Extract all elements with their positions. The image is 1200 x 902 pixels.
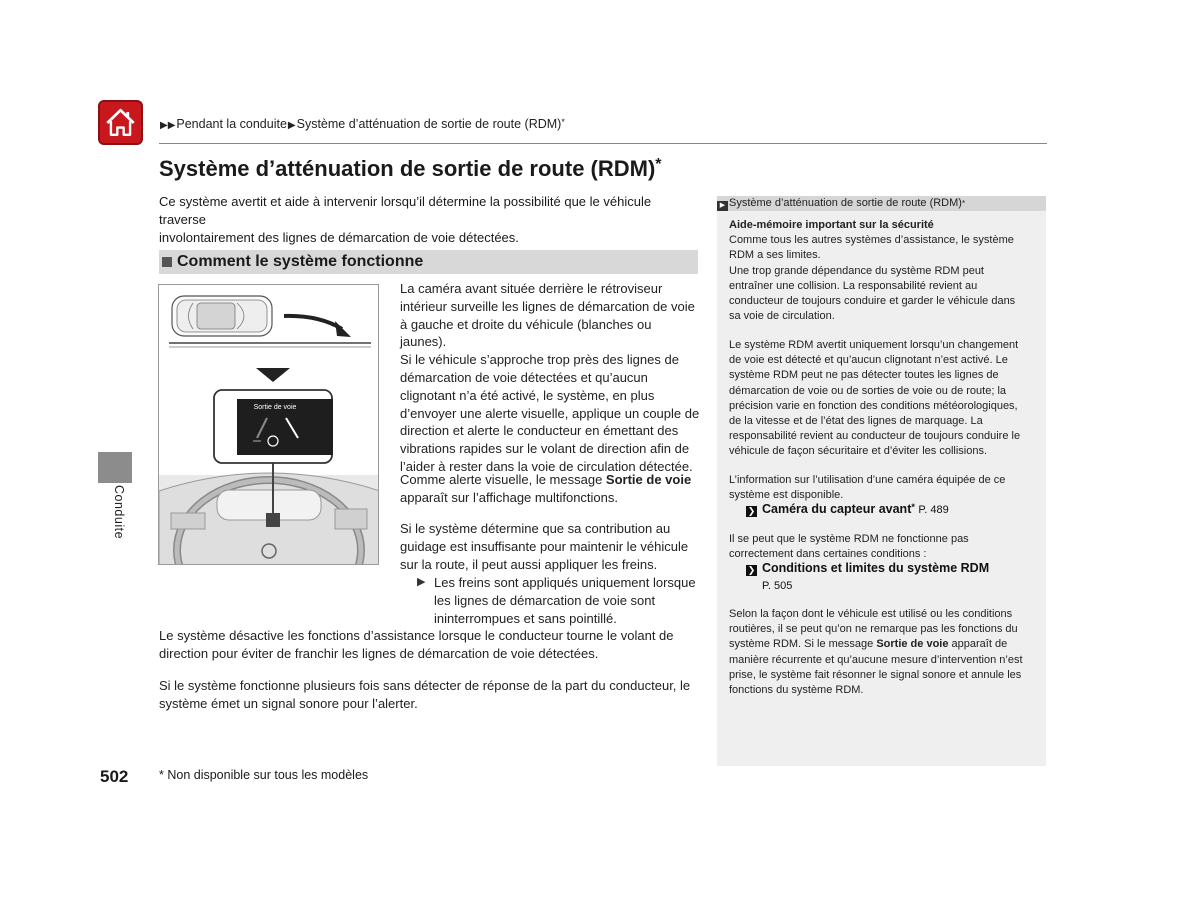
side-line: routières, il se peut qu’on ne remarque pas les fonctions du [729, 623, 1018, 636]
side-line: véhicule de façon sécuritaire et d’éviter les collisions. [729, 445, 988, 458]
multi-info-display [214, 390, 333, 463]
section-header [159, 250, 698, 274]
ref-camera-star: * [911, 502, 915, 512]
side-line: L’information sur l’utilisation d’une caméra équipée de ce [729, 474, 1006, 486]
side-line: prise, le système fait résonner le signal sonore et annule les [729, 668, 1022, 681]
body-line: clignotant n’a été activé, le système, en plus [400, 387, 655, 403]
dashboard-icon [159, 452, 379, 565]
body-line: Si le système fonctionne plusieurs fois sans détecter de réponse de la part du conducteur, le [159, 678, 691, 693]
body-line: les lignes de démarcation de voie sont [434, 592, 656, 608]
sidebar-label: Conduite [112, 485, 126, 540]
ref-camera-link[interactable] [746, 502, 949, 517]
visual-alert-paragraph [400, 471, 700, 507]
bullet-arrow-icon: ▶ [417, 576, 426, 588]
page-number: 502 [100, 767, 129, 786]
conditions-block [729, 532, 1039, 562]
body-line: guidage est insuffisante pour maintenir le véhicule [400, 538, 689, 554]
body-line: direction pour éviter de franchir les lignes de démarcation de voie détectées. [159, 645, 599, 661]
body-line: d’envoyer une alerte visuelle, applique un couple de [400, 405, 700, 421]
side-line: sa voie de circulation. [729, 310, 835, 323]
intro-paragraph [159, 193, 699, 247]
ref-conditions-label: Conditions et limites du système RDM [762, 561, 990, 575]
safety-title: Aide-mémoire important sur la sécurité [729, 219, 934, 231]
screen-label: Sortie de voie [253, 404, 297, 411]
down-triangle-icon [256, 368, 290, 382]
ref-camera-label: Caméra du capteur avant [762, 502, 912, 516]
body-line: l’aider à rester dans la voie de circulation détectée. [400, 458, 693, 474]
top-divider [159, 143, 1047, 144]
body-line: ininterrompues et sans pointillé. [434, 610, 617, 626]
section-title: Comment le système fonctionne [177, 253, 424, 270]
page-title-star: * [655, 156, 662, 173]
body-line: La caméra avant située derrière le rétroviseur [400, 281, 663, 296]
section-square-icon [162, 257, 172, 267]
side-line: Il se peut que le système RDM ne fonctionne pas [729, 533, 969, 545]
how-it-works-paragraph [400, 280, 700, 476]
body-line: direction et alerte le conducteur en émettant des [400, 423, 679, 439]
side-line: RDM a ses limites. [729, 249, 821, 262]
side-line: système RDM peut ne pas détecter toutes les lignes de [729, 369, 999, 382]
breadcrumb [159, 117, 565, 131]
camera-info-block [729, 473, 1039, 503]
side-panel-header-text: Système d’atténuation de sortie de route (RDM) [729, 197, 962, 209]
body-line: Si le véhicule s’approche trop près des lignes de [400, 352, 679, 368]
breadcrumb-star: * [561, 117, 565, 127]
side-text-span: apparaît de [948, 638, 1008, 651]
message-name: Sortie de voie [876, 638, 949, 651]
message-name: Sortie de voie [605, 472, 692, 487]
page-title-text: Système d’atténuation de sortie de route (RDM) [159, 156, 656, 181]
side-panel-header [717, 196, 1046, 211]
ref-conditions-page[interactable]: P. 505 [762, 580, 793, 592]
side-text-span: système RDM. Si le message [729, 638, 877, 651]
breadcrumb-item-conduite[interactable]: Pendant la conduite [176, 117, 287, 131]
body-line: Si le système détermine que sa contribution au [400, 521, 671, 536]
body-text-span: Comme alerte visuelle, le message [400, 472, 606, 487]
body-line: intérieur surveille les lignes de démarcation de voie [400, 298, 695, 314]
breadcrumb-item-rdm[interactable]: Système d’atténuation de sortie de route (RDM) [296, 117, 562, 131]
ref-camera-page: P. 489 [918, 504, 949, 516]
side-line: manière récurrente et qu’aucune mesure d’intervention n’est [729, 653, 1023, 666]
safety-block [729, 218, 1039, 324]
side-line: Selon la façon dont le véhicule est utilisé ou les conditions [729, 608, 1013, 620]
side-line: Le système RDM avertit uniquement lorsqu’un changement [729, 339, 1019, 351]
side-line: entraîner une collision. La responsabilité revient au [729, 279, 978, 292]
deactivate-paragraph [159, 627, 704, 663]
body-line: sur la route, il peut aussi appliquer les freins. [400, 556, 658, 572]
reference-mark-icon: ▶ [717, 201, 728, 211]
side-line: démarcation de voie ou de sorties de voie ou de route; la [729, 384, 1007, 397]
page-title [159, 156, 662, 182]
side-line: Une trop grande dépendance du système RDM peut [729, 264, 984, 277]
side-line: de la vitesse et de l’état des lignes de marquage. La [729, 415, 983, 428]
side-line: précision varie en fonction des conditions météorologiques, [729, 399, 1018, 412]
brake-subnote [417, 574, 702, 627]
side-line: fonctions du système RDM. [729, 684, 864, 697]
home-icon [100, 102, 141, 143]
ref-conditions-link[interactable] [746, 561, 989, 576]
side-line: de voie est détecté et qu’aucun clignotant n’est activé. Le [729, 354, 1008, 367]
side-line: correctement dans certaines conditions : [729, 548, 927, 561]
body-line: à gauche et droite du véhicule (blanches ou jaunes). [400, 316, 652, 350]
rdm-illustration [159, 285, 379, 565]
rdm-diagram [158, 284, 379, 565]
intro-line: involontairement des lignes de démarcation de voie détectées. [159, 230, 519, 245]
beep-paragraph [159, 677, 704, 713]
reference-link-icon: ❯ [747, 565, 756, 575]
limits-block [729, 338, 1039, 460]
side-line: Comme tous les autres systèmes d’assistance, le système [729, 234, 1014, 247]
brake-paragraph [400, 520, 700, 573]
sidebar-tab[interactable] [98, 452, 132, 483]
body-line: démarcation de voie détectées et qu’aucun [400, 369, 648, 385]
breadcrumb-arrow-icon: ▶ [287, 120, 296, 131]
body-line: Les freins sont appliqués uniquement lorsque [434, 575, 696, 590]
side-line: système est disponible. [729, 489, 844, 502]
side-line: responsabilité revient au conducteur de toujours conduire le [729, 430, 1021, 443]
ref-conditions-page-wrap [762, 578, 792, 592]
body-line: Le système désactive les fonctions d’assistance lorsque le conducteur tourne le volant de [159, 628, 674, 643]
drift-arrow-icon [284, 316, 351, 337]
side-line: conducteur de toujours conduire et garder le véhicule dans [729, 295, 1016, 308]
body-line: système émet un signal sonore pour l’alerter. [159, 695, 418, 711]
home-button[interactable] [98, 100, 143, 145]
body-line: apparaît sur l’affichage multifonctions. [400, 489, 618, 505]
reference-link-icon: ❯ [747, 506, 756, 516]
footnote: * Non disponible sur tous les modèles [159, 768, 369, 782]
car-top-view-icon [172, 296, 272, 336]
intro-line: Ce système avertit et aide à intervenir lorsqu’il détermine la possibilité que le véhicule traverse [159, 194, 652, 227]
breadcrumb-arrow-icon: ▶▶ [160, 120, 176, 131]
body-line: vibrations rapides sur le volant de direction afin de [400, 441, 690, 457]
cancel-block [729, 607, 1039, 698]
side-panel-header-star: * [961, 199, 966, 208]
